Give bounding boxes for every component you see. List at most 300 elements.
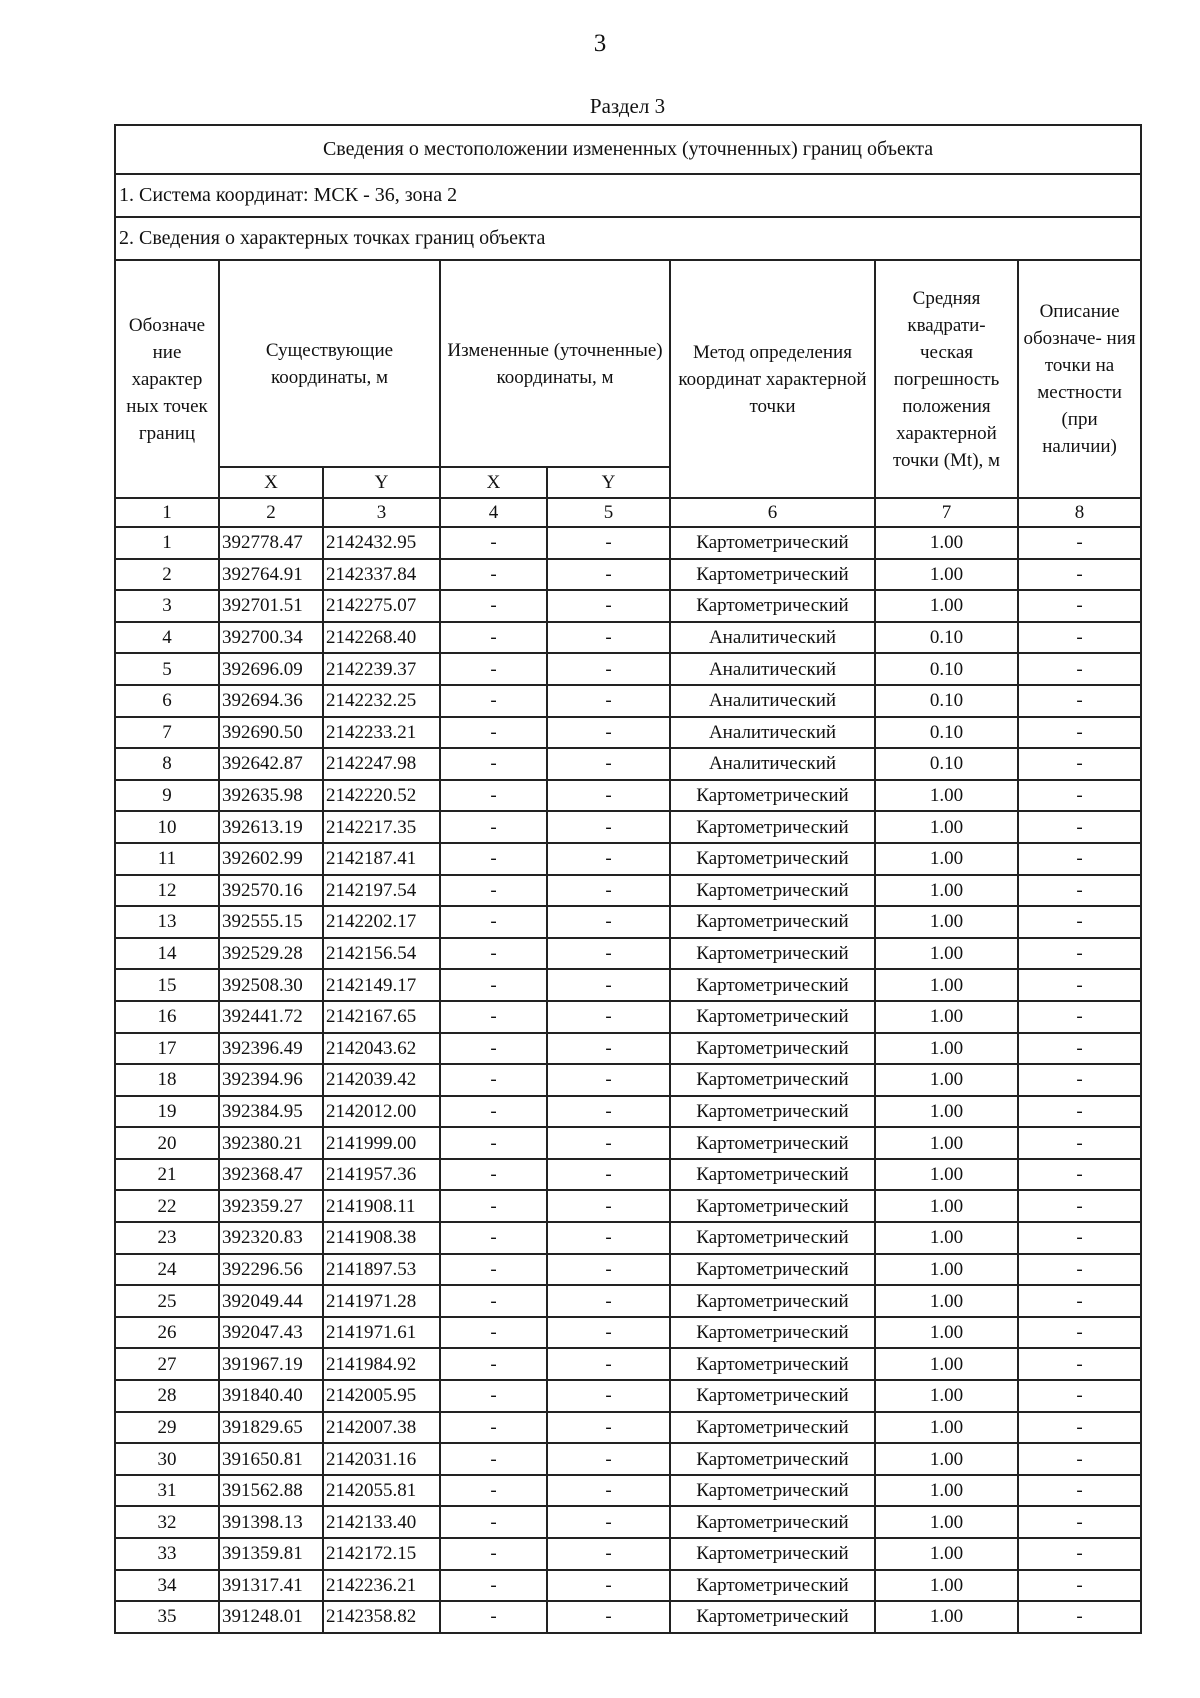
cell-changed-y: - bbox=[547, 1506, 670, 1538]
cell-error-mt: 1.00 bbox=[875, 1412, 1018, 1444]
cell-point-number: 8 bbox=[115, 748, 219, 780]
cell-description: - bbox=[1018, 1285, 1141, 1317]
cell-description: - bbox=[1018, 717, 1141, 749]
cell-point-number: 15 bbox=[115, 969, 219, 1001]
table-row bbox=[115, 1475, 1141, 1507]
header-error: Средняя квадрати- ческая погрешность положения характерной точки (Mt), м bbox=[875, 260, 1018, 498]
table-row bbox=[115, 1064, 1141, 1096]
cell-changed-y: - bbox=[547, 1096, 670, 1128]
cell-error-mt: 0.10 bbox=[875, 717, 1018, 749]
cell-changed-x: - bbox=[440, 590, 547, 622]
cell-method: Картометрический bbox=[670, 1190, 875, 1222]
table-row bbox=[115, 1096, 1141, 1128]
cell-error-mt: 1.00 bbox=[875, 1222, 1018, 1254]
cell-description: - bbox=[1018, 843, 1141, 875]
header-method: Метод определения координат характерной точки bbox=[670, 260, 875, 498]
cell-description: - bbox=[1018, 811, 1141, 843]
cell-method: Картометрический bbox=[670, 1285, 875, 1317]
cell-changed-y: - bbox=[547, 748, 670, 780]
cell-point-number: 24 bbox=[115, 1254, 219, 1286]
cell-error-mt: 1.00 bbox=[875, 1096, 1018, 1128]
column-number: 3 bbox=[323, 498, 440, 527]
cell-error-mt: 1.00 bbox=[875, 843, 1018, 875]
cell-description: - bbox=[1018, 906, 1141, 938]
cell-point-number: 22 bbox=[115, 1190, 219, 1222]
cell-error-mt: 1.00 bbox=[875, 559, 1018, 591]
cell-existing-y: 2142172.15 bbox=[323, 1538, 440, 1570]
cell-changed-y: - bbox=[547, 1254, 670, 1286]
cell-changed-x: - bbox=[440, 748, 547, 780]
table-row bbox=[115, 780, 1141, 812]
cell-changed-y: - bbox=[547, 685, 670, 717]
cell-method: Картометрический bbox=[670, 527, 875, 559]
cell-method: Картометрический bbox=[670, 1412, 875, 1444]
cell-existing-x: 391248.01 bbox=[219, 1601, 323, 1633]
cell-error-mt: 1.00 bbox=[875, 1601, 1018, 1633]
cell-point-number: 16 bbox=[115, 1001, 219, 1033]
table-row bbox=[115, 1159, 1141, 1191]
table-row bbox=[115, 906, 1141, 938]
cell-description: - bbox=[1018, 1064, 1141, 1096]
cell-changed-y: - bbox=[547, 1380, 670, 1412]
cell-changed-x: - bbox=[440, 622, 547, 654]
cell-existing-x: 392570.16 bbox=[219, 875, 323, 907]
cell-existing-x: 392049.44 bbox=[219, 1285, 323, 1317]
cell-method: Картометрический bbox=[670, 1033, 875, 1065]
cell-description: - bbox=[1018, 1443, 1141, 1475]
cell-description: - bbox=[1018, 875, 1141, 907]
cell-description: - bbox=[1018, 527, 1141, 559]
cell-changed-x: - bbox=[440, 1064, 547, 1096]
cell-changed-x: - bbox=[440, 1285, 547, 1317]
cell-existing-y: 2142043.62 bbox=[323, 1033, 440, 1065]
cell-existing-y: 2141971.28 bbox=[323, 1285, 440, 1317]
cell-description: - bbox=[1018, 1317, 1141, 1349]
table-row bbox=[115, 653, 1141, 685]
cell-method: Картометрический bbox=[670, 1570, 875, 1602]
cell-existing-x: 392047.43 bbox=[219, 1317, 323, 1349]
cell-existing-y: 2141908.11 bbox=[323, 1190, 440, 1222]
cell-existing-y: 2142432.95 bbox=[323, 527, 440, 559]
cell-existing-y: 2141957.36 bbox=[323, 1159, 440, 1191]
cell-changed-x: - bbox=[440, 1317, 547, 1349]
cell-changed-y: - bbox=[547, 653, 670, 685]
cell-existing-y: 2142202.17 bbox=[323, 906, 440, 938]
cell-description: - bbox=[1018, 1412, 1141, 1444]
cell-description: - bbox=[1018, 1380, 1141, 1412]
table-row bbox=[115, 843, 1141, 875]
cell-changed-y: - bbox=[547, 906, 670, 938]
cell-existing-y: 2142187.41 bbox=[323, 843, 440, 875]
cell-error-mt: 1.00 bbox=[875, 780, 1018, 812]
cell-existing-y: 2142233.21 bbox=[323, 717, 440, 749]
cell-existing-x: 392690.50 bbox=[219, 717, 323, 749]
cell-existing-x: 392642.87 bbox=[219, 748, 323, 780]
column-number: 7 bbox=[875, 498, 1018, 527]
cell-existing-x: 391967.19 bbox=[219, 1348, 323, 1380]
cell-existing-x: 392394.96 bbox=[219, 1064, 323, 1096]
cell-error-mt: 1.00 bbox=[875, 1380, 1018, 1412]
cell-description: - bbox=[1018, 1601, 1141, 1633]
coordinate-system: 1. Система координат: МСК - 36, зона 2 bbox=[115, 174, 1141, 217]
table-row bbox=[115, 969, 1141, 1001]
cell-existing-x: 391562.88 bbox=[219, 1475, 323, 1507]
cell-changed-y: - bbox=[547, 1285, 670, 1317]
cell-point-number: 20 bbox=[115, 1127, 219, 1159]
cell-changed-x: - bbox=[440, 1443, 547, 1475]
cell-changed-y: - bbox=[547, 1538, 670, 1570]
cell-existing-x: 391650.81 bbox=[219, 1443, 323, 1475]
cell-existing-y: 2142055.81 bbox=[323, 1475, 440, 1507]
table-row bbox=[115, 1222, 1141, 1254]
points-heading: 2. Сведения о характерных точках границ объекта bbox=[115, 217, 1141, 260]
table-row bbox=[115, 1254, 1141, 1286]
cell-changed-y: - bbox=[547, 1348, 670, 1380]
cell-description: - bbox=[1018, 1159, 1141, 1191]
table-row bbox=[115, 1538, 1141, 1570]
cell-changed-x: - bbox=[440, 906, 547, 938]
cell-method: Картометрический bbox=[670, 1443, 875, 1475]
cell-existing-x: 392368.47 bbox=[219, 1159, 323, 1191]
table-row bbox=[115, 1127, 1141, 1159]
cell-error-mt: 0.10 bbox=[875, 622, 1018, 654]
cell-existing-y: 2142149.17 bbox=[323, 969, 440, 1001]
cell-point-number: 30 bbox=[115, 1443, 219, 1475]
table-row bbox=[115, 685, 1141, 717]
cell-error-mt: 1.00 bbox=[875, 1285, 1018, 1317]
cell-error-mt: 1.00 bbox=[875, 969, 1018, 1001]
cell-method: Аналитический bbox=[670, 748, 875, 780]
table-row bbox=[115, 1285, 1141, 1317]
cell-existing-y: 2141908.38 bbox=[323, 1222, 440, 1254]
cell-method: Картометрический bbox=[670, 1601, 875, 1633]
cell-changed-x: - bbox=[440, 527, 547, 559]
cell-changed-y: - bbox=[547, 938, 670, 970]
table-row bbox=[115, 1348, 1141, 1380]
cell-existing-x: 392764.91 bbox=[219, 559, 323, 591]
table-row bbox=[115, 717, 1141, 749]
cell-existing-y: 2142232.25 bbox=[323, 685, 440, 717]
cell-error-mt: 1.00 bbox=[875, 811, 1018, 843]
cell-existing-y: 2142039.42 bbox=[323, 1064, 440, 1096]
table-row bbox=[115, 1033, 1141, 1065]
column-number: 8 bbox=[1018, 498, 1141, 527]
cell-point-number: 6 bbox=[115, 685, 219, 717]
column-number: 4 bbox=[440, 498, 547, 527]
cell-method: Картометрический bbox=[670, 938, 875, 970]
cell-existing-x: 391398.13 bbox=[219, 1506, 323, 1538]
cell-changed-y: - bbox=[547, 590, 670, 622]
cell-changed-y: - bbox=[547, 1412, 670, 1444]
cell-point-number: 34 bbox=[115, 1570, 219, 1602]
cell-method: Картометрический bbox=[670, 843, 875, 875]
header-changed-y: Y bbox=[547, 467, 670, 498]
cell-method: Аналитический bbox=[670, 685, 875, 717]
cell-point-number: 2 bbox=[115, 559, 219, 591]
cell-changed-y: - bbox=[547, 875, 670, 907]
cell-changed-y: - bbox=[547, 559, 670, 591]
cell-description: - bbox=[1018, 1570, 1141, 1602]
cell-method: Картометрический bbox=[670, 1222, 875, 1254]
cell-existing-y: 2142197.54 bbox=[323, 875, 440, 907]
cell-existing-y: 2141897.53 bbox=[323, 1254, 440, 1286]
cell-changed-y: - bbox=[547, 1001, 670, 1033]
cell-existing-x: 392320.83 bbox=[219, 1222, 323, 1254]
cell-description: - bbox=[1018, 1096, 1141, 1128]
cell-method: Картометрический bbox=[670, 1159, 875, 1191]
cell-method: Картометрический bbox=[670, 906, 875, 938]
cell-method: Аналитический bbox=[670, 653, 875, 685]
cell-existing-y: 2142031.16 bbox=[323, 1443, 440, 1475]
cell-method: Картометрический bbox=[670, 1254, 875, 1286]
cell-existing-x: 391359.81 bbox=[219, 1538, 323, 1570]
cell-existing-y: 2142156.54 bbox=[323, 938, 440, 970]
cell-point-number: 32 bbox=[115, 1506, 219, 1538]
cell-changed-x: - bbox=[440, 653, 547, 685]
cell-error-mt: 0.10 bbox=[875, 653, 1018, 685]
cell-method: Картометрический bbox=[670, 559, 875, 591]
cell-changed-y: - bbox=[547, 1222, 670, 1254]
cell-error-mt: 1.00 bbox=[875, 1127, 1018, 1159]
page-number: 3 bbox=[593, 30, 607, 57]
table-row bbox=[115, 1412, 1141, 1444]
cell-point-number: 1 bbox=[115, 527, 219, 559]
cell-point-number: 4 bbox=[115, 622, 219, 654]
table-row bbox=[115, 559, 1141, 591]
cell-existing-x: 392384.95 bbox=[219, 1096, 323, 1128]
cell-description: - bbox=[1018, 1348, 1141, 1380]
cell-changed-x: - bbox=[440, 1380, 547, 1412]
cell-description: - bbox=[1018, 1001, 1141, 1033]
table-row bbox=[115, 622, 1141, 654]
cell-existing-y: 2142268.40 bbox=[323, 622, 440, 654]
cell-point-number: 11 bbox=[115, 843, 219, 875]
cell-changed-x: - bbox=[440, 1222, 547, 1254]
cell-point-number: 18 bbox=[115, 1064, 219, 1096]
cell-changed-y: - bbox=[547, 1570, 670, 1602]
section-title: Раздел 3 bbox=[589, 94, 666, 118]
cell-changed-x: - bbox=[440, 1190, 547, 1222]
cell-changed-x: - bbox=[440, 559, 547, 591]
cell-method: Картометрический bbox=[670, 1506, 875, 1538]
cell-point-number: 10 bbox=[115, 811, 219, 843]
cell-changed-x: - bbox=[440, 1001, 547, 1033]
cell-existing-y: 2142247.98 bbox=[323, 748, 440, 780]
cell-changed-y: - bbox=[547, 1127, 670, 1159]
cell-description: - bbox=[1018, 1506, 1141, 1538]
cell-existing-y: 2141984.92 bbox=[323, 1348, 440, 1380]
cell-error-mt: 1.00 bbox=[875, 1506, 1018, 1538]
cell-point-number: 19 bbox=[115, 1096, 219, 1128]
cell-method: Аналитический bbox=[670, 717, 875, 749]
cell-existing-y: 2142358.82 bbox=[323, 1601, 440, 1633]
cell-changed-x: - bbox=[440, 1127, 547, 1159]
cell-method: Картометрический bbox=[670, 1317, 875, 1349]
cell-point-number: 3 bbox=[115, 590, 219, 622]
cell-description: - bbox=[1018, 1222, 1141, 1254]
cell-changed-y: - bbox=[547, 811, 670, 843]
cell-existing-x: 392296.56 bbox=[219, 1254, 323, 1286]
cell-changed-x: - bbox=[440, 1506, 547, 1538]
cell-description: - bbox=[1018, 653, 1141, 685]
cell-changed-y: - bbox=[547, 1033, 670, 1065]
cell-existing-y: 2142005.95 bbox=[323, 1380, 440, 1412]
cell-existing-y: 2141971.61 bbox=[323, 1317, 440, 1349]
header-description: Описание обозначе- ния точки на местности (при наличии) bbox=[1018, 260, 1141, 498]
cell-existing-x: 391317.41 bbox=[219, 1570, 323, 1602]
cell-point-number: 28 bbox=[115, 1380, 219, 1412]
cell-existing-x: 392696.09 bbox=[219, 653, 323, 685]
header-point: Обозначе ние характер ных точек границ bbox=[115, 260, 219, 498]
cell-error-mt: 1.00 bbox=[875, 1159, 1018, 1191]
cell-changed-x: - bbox=[440, 1475, 547, 1507]
cell-error-mt: 1.00 bbox=[875, 1190, 1018, 1222]
cell-method: Картометрический bbox=[670, 780, 875, 812]
cell-existing-y: 2142217.35 bbox=[323, 811, 440, 843]
cell-description: - bbox=[1018, 748, 1141, 780]
cell-point-number: 31 bbox=[115, 1475, 219, 1507]
cell-changed-y: - bbox=[547, 780, 670, 812]
cell-changed-y: - bbox=[547, 1064, 670, 1096]
cell-error-mt: 0.10 bbox=[875, 748, 1018, 780]
cell-existing-y: 2142337.84 bbox=[323, 559, 440, 591]
header-changed-x: X bbox=[440, 467, 547, 498]
cell-method: Картометрический bbox=[670, 875, 875, 907]
cell-method: Картометрический bbox=[670, 811, 875, 843]
cell-error-mt: 1.00 bbox=[875, 527, 1018, 559]
cell-point-number: 21 bbox=[115, 1159, 219, 1191]
cell-changed-x: - bbox=[440, 685, 547, 717]
cell-existing-x: 392635.98 bbox=[219, 780, 323, 812]
cell-point-number: 35 bbox=[115, 1601, 219, 1633]
cell-changed-y: - bbox=[547, 969, 670, 1001]
cell-changed-x: - bbox=[440, 1096, 547, 1128]
cell-existing-y: 2142167.65 bbox=[323, 1001, 440, 1033]
cell-changed-y: - bbox=[547, 1159, 670, 1191]
header-existing-x: X bbox=[219, 467, 323, 498]
cell-changed-x: - bbox=[440, 1348, 547, 1380]
cell-error-mt: 1.00 bbox=[875, 938, 1018, 970]
cell-error-mt: 1.00 bbox=[875, 1570, 1018, 1602]
column-number: 2 bbox=[219, 498, 323, 527]
cell-changed-x: - bbox=[440, 969, 547, 1001]
table-row bbox=[115, 938, 1141, 970]
cell-changed-y: - bbox=[547, 1190, 670, 1222]
cell-method: Картометрический bbox=[670, 590, 875, 622]
cell-changed-y: - bbox=[547, 843, 670, 875]
cell-error-mt: 0.10 bbox=[875, 685, 1018, 717]
cell-description: - bbox=[1018, 590, 1141, 622]
cell-changed-x: - bbox=[440, 843, 547, 875]
cell-error-mt: 1.00 bbox=[875, 1064, 1018, 1096]
cell-existing-x: 392778.47 bbox=[219, 527, 323, 559]
table-row bbox=[115, 1601, 1141, 1633]
cell-point-number: 5 bbox=[115, 653, 219, 685]
cell-existing-x: 392602.99 bbox=[219, 843, 323, 875]
cell-description: - bbox=[1018, 1127, 1141, 1159]
cell-method: Картометрический bbox=[670, 1348, 875, 1380]
table-row bbox=[115, 527, 1141, 559]
cell-method: Картометрический bbox=[670, 1475, 875, 1507]
table-row bbox=[115, 1317, 1141, 1349]
cell-changed-y: - bbox=[547, 1475, 670, 1507]
cell-description: - bbox=[1018, 938, 1141, 970]
cell-changed-y: - bbox=[547, 622, 670, 654]
cell-point-number: 14 bbox=[115, 938, 219, 970]
cell-point-number: 17 bbox=[115, 1033, 219, 1065]
cell-method: Картометрический bbox=[670, 1538, 875, 1570]
cell-description: - bbox=[1018, 1190, 1141, 1222]
table-row bbox=[115, 590, 1141, 622]
cell-point-number: 29 bbox=[115, 1412, 219, 1444]
cell-existing-y: 2142236.21 bbox=[323, 1570, 440, 1602]
cell-changed-x: - bbox=[440, 938, 547, 970]
column-number: 5 bbox=[547, 498, 670, 527]
boundary-points-table bbox=[114, 124, 1142, 1634]
cell-description: - bbox=[1018, 1033, 1141, 1065]
cell-error-mt: 1.00 bbox=[875, 590, 1018, 622]
cell-changed-y: - bbox=[547, 717, 670, 749]
cell-changed-x: - bbox=[440, 1033, 547, 1065]
column-numbers-row bbox=[115, 498, 1141, 527]
cell-point-number: 7 bbox=[115, 717, 219, 749]
cell-existing-y: 2142220.52 bbox=[323, 780, 440, 812]
cell-changed-x: - bbox=[440, 1412, 547, 1444]
cell-existing-x: 392396.49 bbox=[219, 1033, 323, 1065]
cell-existing-x: 391829.65 bbox=[219, 1412, 323, 1444]
cell-existing-x: 392359.27 bbox=[219, 1190, 323, 1222]
cell-changed-y: - bbox=[547, 1443, 670, 1475]
cell-existing-x: 392380.21 bbox=[219, 1127, 323, 1159]
cell-error-mt: 1.00 bbox=[875, 1317, 1018, 1349]
cell-point-number: 33 bbox=[115, 1538, 219, 1570]
cell-point-number: 25 bbox=[115, 1285, 219, 1317]
cell-existing-y: 2142007.38 bbox=[323, 1412, 440, 1444]
cell-changed-y: - bbox=[547, 527, 670, 559]
cell-changed-x: - bbox=[440, 780, 547, 812]
cell-existing-x: 392694.36 bbox=[219, 685, 323, 717]
table-row bbox=[115, 748, 1141, 780]
cell-existing-x: 392701.51 bbox=[219, 590, 323, 622]
cell-point-number: 26 bbox=[115, 1317, 219, 1349]
table-row bbox=[115, 875, 1141, 907]
cell-method: Аналитический bbox=[670, 622, 875, 654]
cell-method: Картометрический bbox=[670, 969, 875, 1001]
cell-error-mt: 1.00 bbox=[875, 1001, 1018, 1033]
cell-point-number: 27 bbox=[115, 1348, 219, 1380]
cell-point-number: 13 bbox=[115, 906, 219, 938]
cell-existing-y: 2142275.07 bbox=[323, 590, 440, 622]
cell-existing-x: 392700.34 bbox=[219, 622, 323, 654]
cell-existing-y: 2141999.00 bbox=[323, 1127, 440, 1159]
table-row bbox=[115, 1001, 1141, 1033]
table-row bbox=[115, 1570, 1141, 1602]
table-caption: Сведения о местоположении измененных (уточненных) границ объекта bbox=[115, 125, 1141, 174]
header-existing-y: Y bbox=[323, 467, 440, 498]
cell-changed-x: - bbox=[440, 875, 547, 907]
cell-error-mt: 1.00 bbox=[875, 1475, 1018, 1507]
cell-existing-x: 392529.28 bbox=[219, 938, 323, 970]
cell-existing-x: 392555.15 bbox=[219, 906, 323, 938]
cell-changed-x: - bbox=[440, 717, 547, 749]
cell-description: - bbox=[1018, 685, 1141, 717]
cell-error-mt: 1.00 bbox=[875, 1033, 1018, 1065]
cell-existing-y: 2142133.40 bbox=[323, 1506, 440, 1538]
cell-existing-x: 391840.40 bbox=[219, 1380, 323, 1412]
cell-error-mt: 1.00 bbox=[875, 1443, 1018, 1475]
cell-error-mt: 1.00 bbox=[875, 1348, 1018, 1380]
table-row bbox=[115, 1190, 1141, 1222]
